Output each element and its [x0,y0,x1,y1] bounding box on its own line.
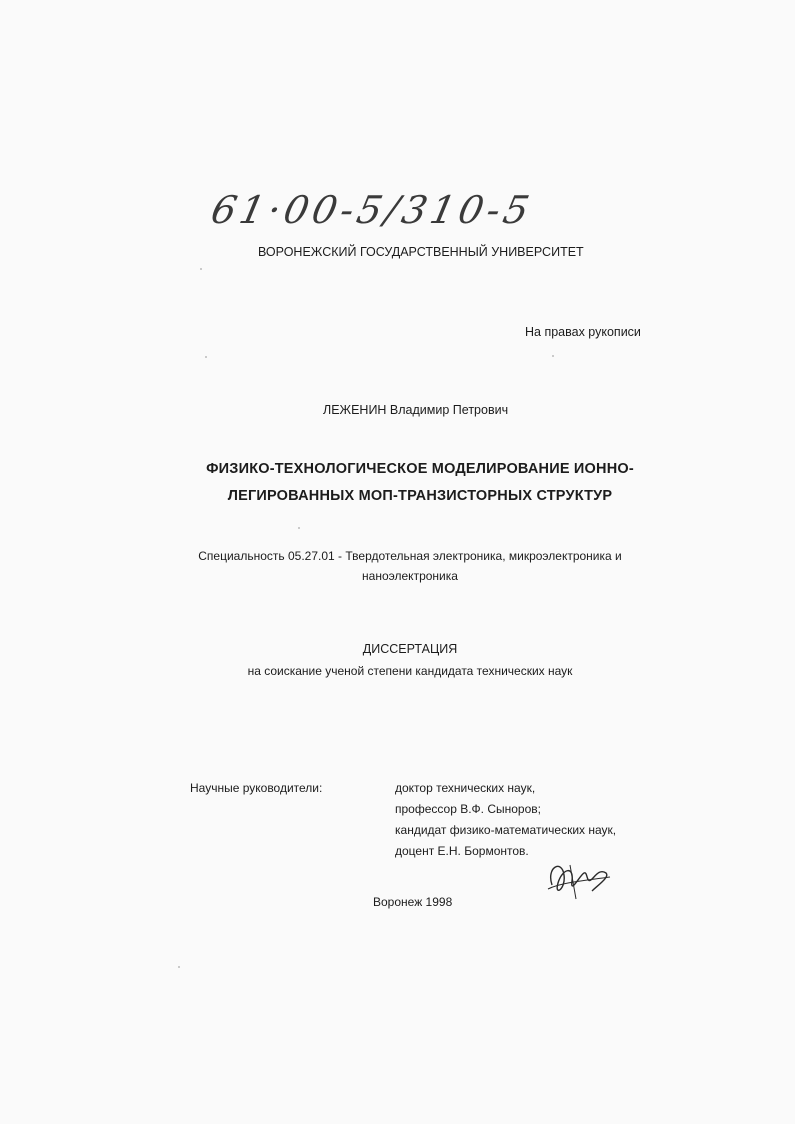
supervisors-label: Научные руководители: [190,781,323,795]
scan-speck [200,268,202,270]
specialty-line-2: наноэлектроника [362,569,458,583]
specialty-line-1: Специальность 05.27.01 - Твердотельная электроника, микроэлектроника и [198,549,622,563]
university-name: ВОРОНЕЖСКИЙ ГОСУДАРСТВЕННЫЙ УНИВЕРСИТЕТ [258,245,584,259]
manuscript-rights-note: На правах рукописи [525,325,641,339]
document-type: ДИССЕРТАЦИЯ [362,642,458,656]
signature [540,855,615,905]
title-line-2: ЛЕГИРОВАННЫХ МОП-ТРАНЗИСТОРНЫХ СТРУКТУР [227,488,613,504]
title-line-1: ФИЗИКО-ТЕХНОЛОГИЧЕСКОЕ МОДЕЛИРОВАНИЕ ИОННО- [206,461,634,477]
supervisor-line: доцент Е.Н. Бормонтов. [395,844,529,858]
dissertation-title [120,456,720,510]
scan-speck [205,356,207,358]
supervisor-line: кандидат физико-математических наук, [395,823,617,837]
supervisor-line: профессор В.Ф. Сыноров; [395,802,541,816]
degree-sought: на соискание ученой степени кандидата технических наук [247,664,573,678]
supervisor-line: доктор технических наук, [395,781,536,795]
scan-speck [552,355,554,357]
archive-code-handwritten: 61·00-5/310-5 [207,188,537,232]
specialty [110,546,710,586]
supervisors-list [395,778,616,862]
author-name: ЛЕЖЕНИН Владимир Петрович [323,403,509,417]
city-year: Воронеж 1998 [373,895,453,909]
scan-speck [178,966,180,968]
scan-speck [298,527,300,529]
